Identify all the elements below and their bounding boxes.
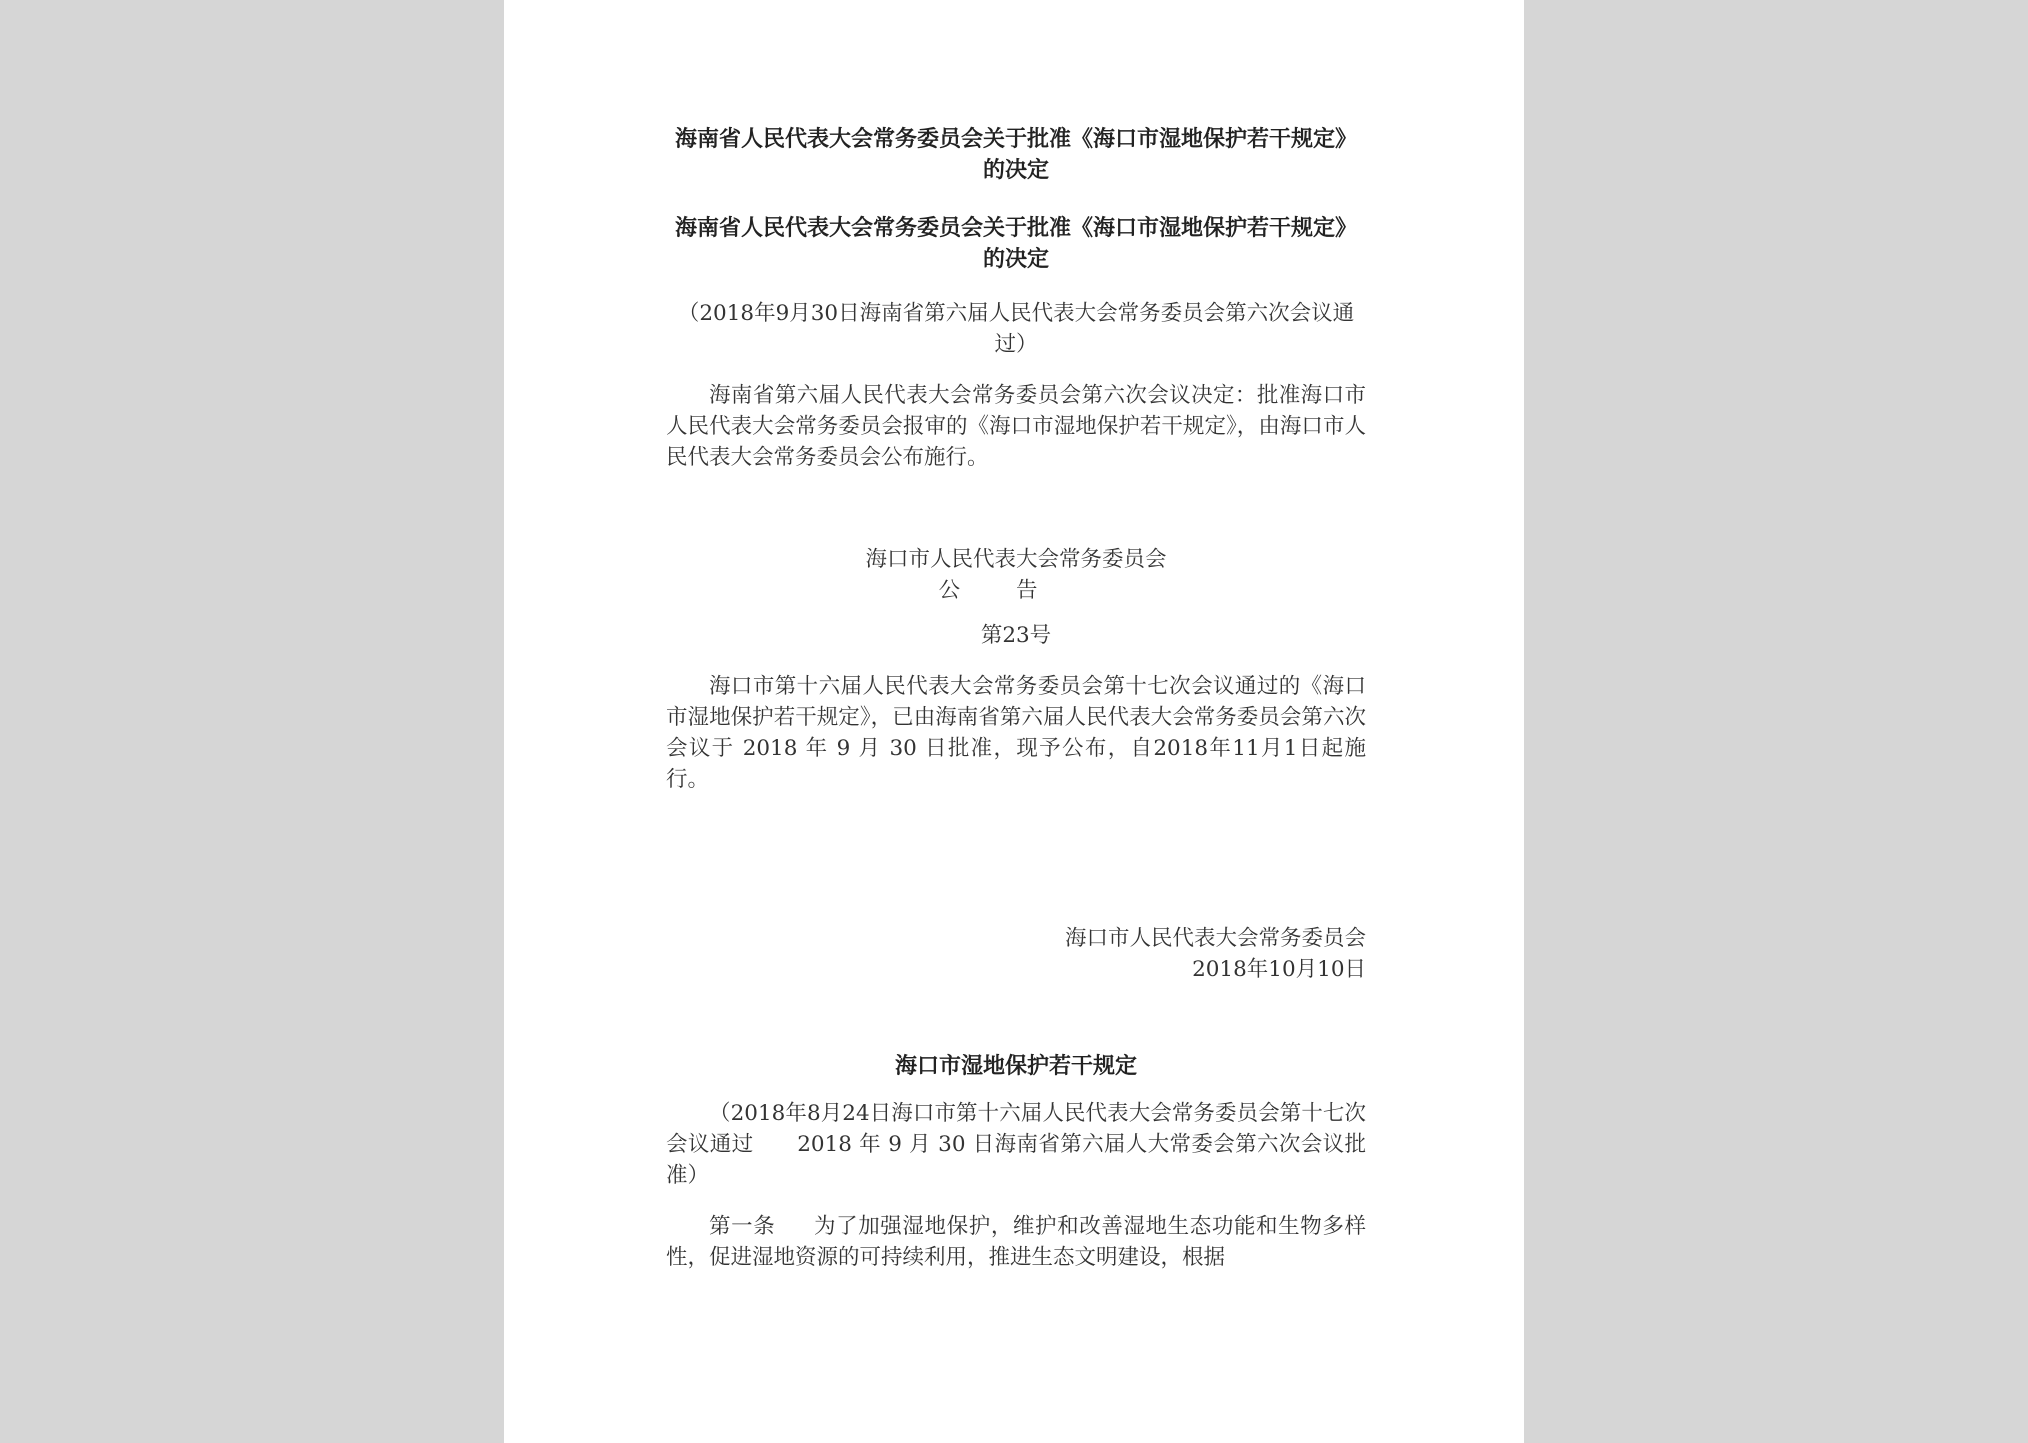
adoption-note: （2018年9月30日海南省第六届人民代表大会常务委员会第六次会议通过） (677, 301, 1355, 357)
notice-heading-text: 公告 (938, 578, 1094, 603)
article-1-text: 为了加强湿地保护，维护和改善湿地生态功能和生物多样性，促进湿地资源的可持续利用，推进生态文明建设，根据 (666, 1214, 1366, 1270)
document-page (504, 0, 1524, 1443)
page-content (666, 124, 1366, 1273)
regulation-title: 海口市湿地保护若干规定 (894, 1053, 1137, 1079)
notice-date: 2018年10月10日 (1192, 957, 1366, 982)
notice-heading (666, 575, 1366, 606)
notice-issuer: 海口市人民代表大会常务委员会 (865, 547, 1167, 572)
decision-paragraph: 海南省第六届人民代表大会常务委员会第六次会议决定：批准海口市人民代表大会常务委员会报审的《海口市湿地保护若干规定》，由海口市人民代表大会常务委员会公布施行。 (666, 383, 1366, 470)
decision-title: 海南省人民代表大会常务委员会关于批准《海口市湿地保护若干规定》的决定 (674, 126, 1357, 183)
article-1-label: 第一条 (709, 1214, 776, 1239)
regulation-note: （2018年8月24日海口市第十六届人民代表大会常务委员会第十七次会议通过 2018 年 9 月 30 日海南省第六届人大常委会第六次会议批准） (666, 1101, 1366, 1188)
decision-title-repeat: 海南省人民代表大会常务委员会关于批准《海口市湿地保护若干规定》的决定 (674, 215, 1357, 272)
article-1 (666, 1211, 1366, 1273)
notice-body: 海口市第十六届人民代表大会常务委员会第十七次会议通过的《海口市湿地保护若干规定》，已由海南省第六届人民代表大会常务委员会第六次会议于 2018 年 9 月 30 日批准，现予公布，自2018年11月1日起施行。 (666, 674, 1366, 792)
notice-signature: 海口市人民代表大会常务委员会 (1064, 926, 1366, 951)
notice-number: 第23号 (980, 623, 1052, 648)
